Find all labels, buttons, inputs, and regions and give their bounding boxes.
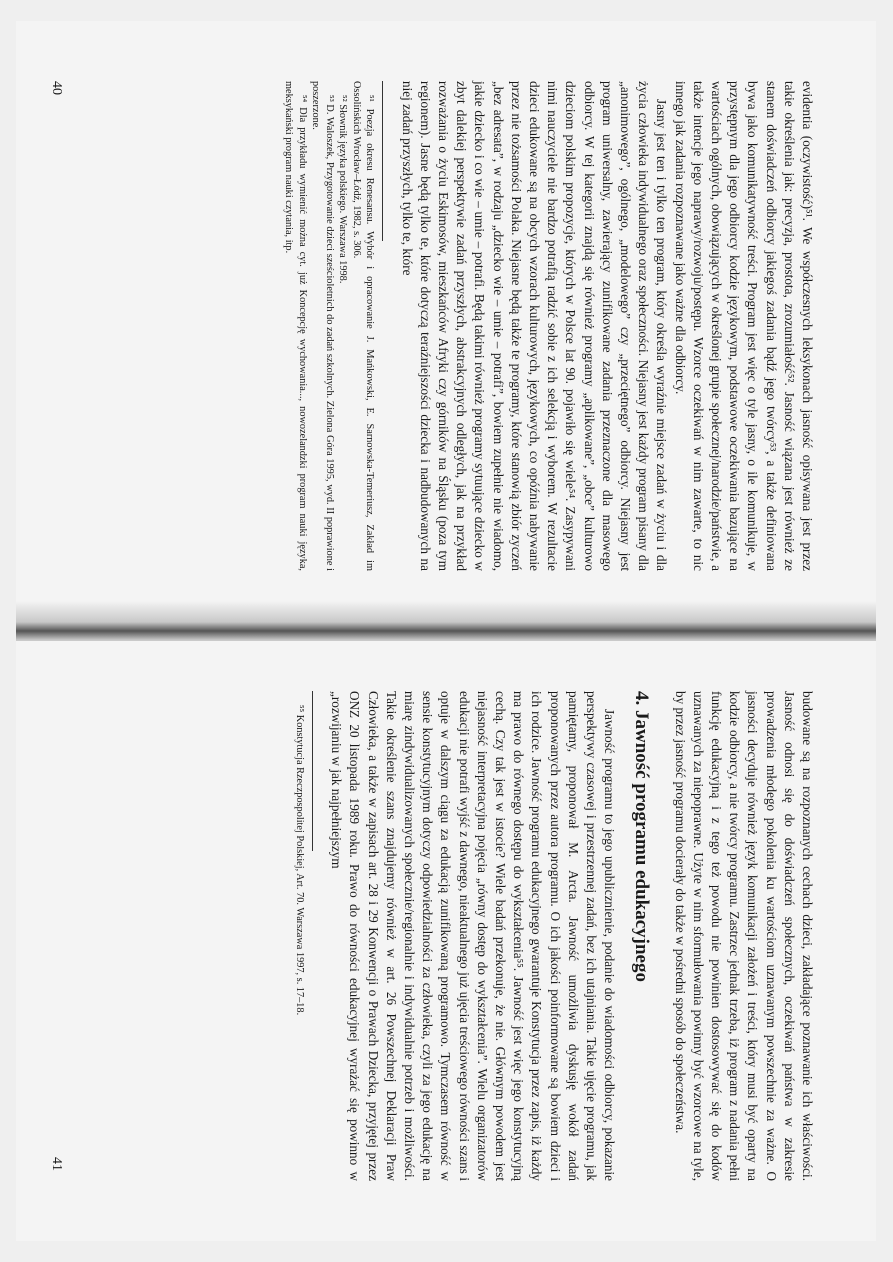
left-page-text [282,81,816,571]
footnote-55: ⁵⁵ Konstytucja Rzeczpospolitej Polskiej, Art. 70. Warszawa 1997, s. 17–18. [293,705,305,1016]
right-paragraph-2: Jawność programu to jego upublicznienie, podanie do wiadomości odbiorcy, pokazanie perspektywy czasowej i przestrzennej zadań, bez ich utajniania. Takie ujęcie programu, jak pamiętamy, proponował M. Arcta. Jawność umożliwia dyskusję wokół zadań proponowanych przez autora programu. O ich jakości poinformowane są bowiem dzieci i ich rodzice. Jawność programu edukacyjnego gwarantuje Konstytucja przez zapis, iż każdy ma prawo do równego dostępu do wykształcenia⁵⁵. Jawność jest więc jego konstytucyjną cechą. Czy tak jest w istocie? Wiele badań przekonuje, że nie. Głównym powodem jest niejasność interpretacyjna pojęcia „równy dostęp do wykształcenia”. Wielu organizatorów edukacji nie potrafi wyjść z dawnego, nieaktualnego już ujęcia treściowego równości szans i optuje w dalszym ciągu za edukacją zunifikowaną programowo. Tymczasem równość w sensie konstytucyjnym dotyczy odpowiedzialności za człowieka, czyli za jego edukację na miarę zindywidualizowanych społecznie/regionalnie i indywidualnie potrzeb i możliwości. Takie określenie szans znajdujemy również w art. 26 Powszechnej Deklaracji Praw Człowieka, a także w zapisach art. 28 i 29 Konwencji o Prawach Dziecka, przyjętej przez ONZ 20 listopada 1989 roku. Prawo do równości edukacyjnej wyrażać się powinno w „rozwijaniu w jak najpełniejszym [329,691,618,1181]
right-paragraph-1: budowane są na rozpoznanych cechach dzieci, zakładające poznawanie ich właściwości. Jasność odnosi się do doświadczeń społecznych, oczekiwań państwa w zakresie prowadzenia młodego pokolenia ku wartościom uznawanym powszechnie za ważne. O jasności decyduje również język komunikacji założeń i treści, który musi być oparty na kodzie odbiorcy, a nie twórcy programu. Zastrzec jednak trzeba, iż program z nadania pełni funkcję edukacyjną i z tego też powodu nie powinien dostosowywać się do kodów uznawanych za niepoprawne. Użyte w nim sformułowania powinny być wzorcowe na tyle, by przez jasność programu docierały do także w pośredni sposób do społeczeństwa. [672,691,815,1181]
right-page-text [292,691,816,1181]
footnote-rule [312,691,313,851]
footnote-51: ⁵¹ Poezja okresu Renesansu. Wybór i opracowanie J. Mańkowski, E. Sarnowska-Temeriusz, Zakład im Ossolińskich Wrocław–Łódź, 1982, s. 306. [350,81,376,571]
left-paragraph-1: evidentia (oczywistość)⁵¹. We współczesnych leksykonach jasność opisywana jest przez takie określenia jak: precyzja, prostota, zrozumiałość⁵². Jasność wiązana jest również ze stanem doświadczeń odbiorcy jakiegoś zadania bądź jego twórcy⁵³, a także definiowana bywa jako komunikatywność treści. Program jest więc o tyle jasny, o ile komunikuje, w przystępnym dla jego odbiorcy kodzie językowym, podstawowe oczekiwania bazujące na wartościach ogólnych, obowiązujących w określonej grupie społecznej/narodzie/państwie, a także intencje jego naprawy/rozwoju/postępu. Wzorce oczekiwań w nim zawarte, to nic innego jak zadania rozpoznawane jako ważne dla odbiorcy. [672,81,815,571]
footnote-rule [382,81,383,241]
footnote-54: ⁵⁴ Dla przykładu wymienić można cyt. już Koncepcję wychowania..., nowozelandzki program nauki języka, meksykański program nauki czytania, itp. [283,81,308,571]
left-paragraph-2: Jasny jest ten i tylko ten program, który określa wyraźnie miejsce zadań w życiu i dla życia człowieka indywidualnego oraz społeczności. Niejasny jest każdy program pisany dla „anonimowego”, ogólnego, „modelowego” czy „przeciętnego” odbiorcy. Niejasny jest program uniwersalny, zawierający zunifikowane zadania przeznaczone dla masowego odbiorcy. W tej kategorii znajdą się również programy „aplikowane”, „obce” kulturowo dzieciom polskim propozycje, których w Polsce lat 90. pojawiło się wiele⁵⁴. Zasypywani nimi nauczyciele nie bardzo potrafią radzić sobie z ich selekcją i wyborem. W rezultacie dzieci edukowane są na obcych wzorach kulturowych, językowych, co opóźnia nabywanie przez nie tożsamości Polaka. Niejasne będą także te programy, które stanowią zbiór zyczeń „bez adresata”, w rodzaju „dziecko wie – umie – potrafi”, bowiem zupełnie nie wiadomo, jakie dziecko i co wie – umie – potrafi. Będą takimi również programy sytuujące dziecko w zbyt dalekiej perspektywie zadań przyszłych, abstrakcyjnych odległych, jak na przykład rozważania o życiu Eskimosów, mieszkańców Afryki czy górników na Śląsku (poza tym regionem). Jasne będą tylko te, które dotyczą teraźniejszości dziecka i nadbudowanych na niej zadań przyszłych, tylko te, które [399,81,670,571]
section-heading: 4. Jawność programu edukacyjnego [631,691,653,982]
page-number-left: 40 [49,81,64,95]
right-page [16,641,876,1241]
footnote-53: ⁵³ D. Waloszek, Przygotowanie dzieci sześcioletnich do zadań szkolnych. Zielona Góra 1995, wyd. II poprawione i poszerzone. [310,81,335,571]
page-number-right: 41 [49,1157,64,1171]
footnote-52: ⁵² Słownik języka polskiego. Warszawa 1998. [337,95,349,284]
rotated-spread [16,21,876,1241]
left-page [16,21,876,621]
